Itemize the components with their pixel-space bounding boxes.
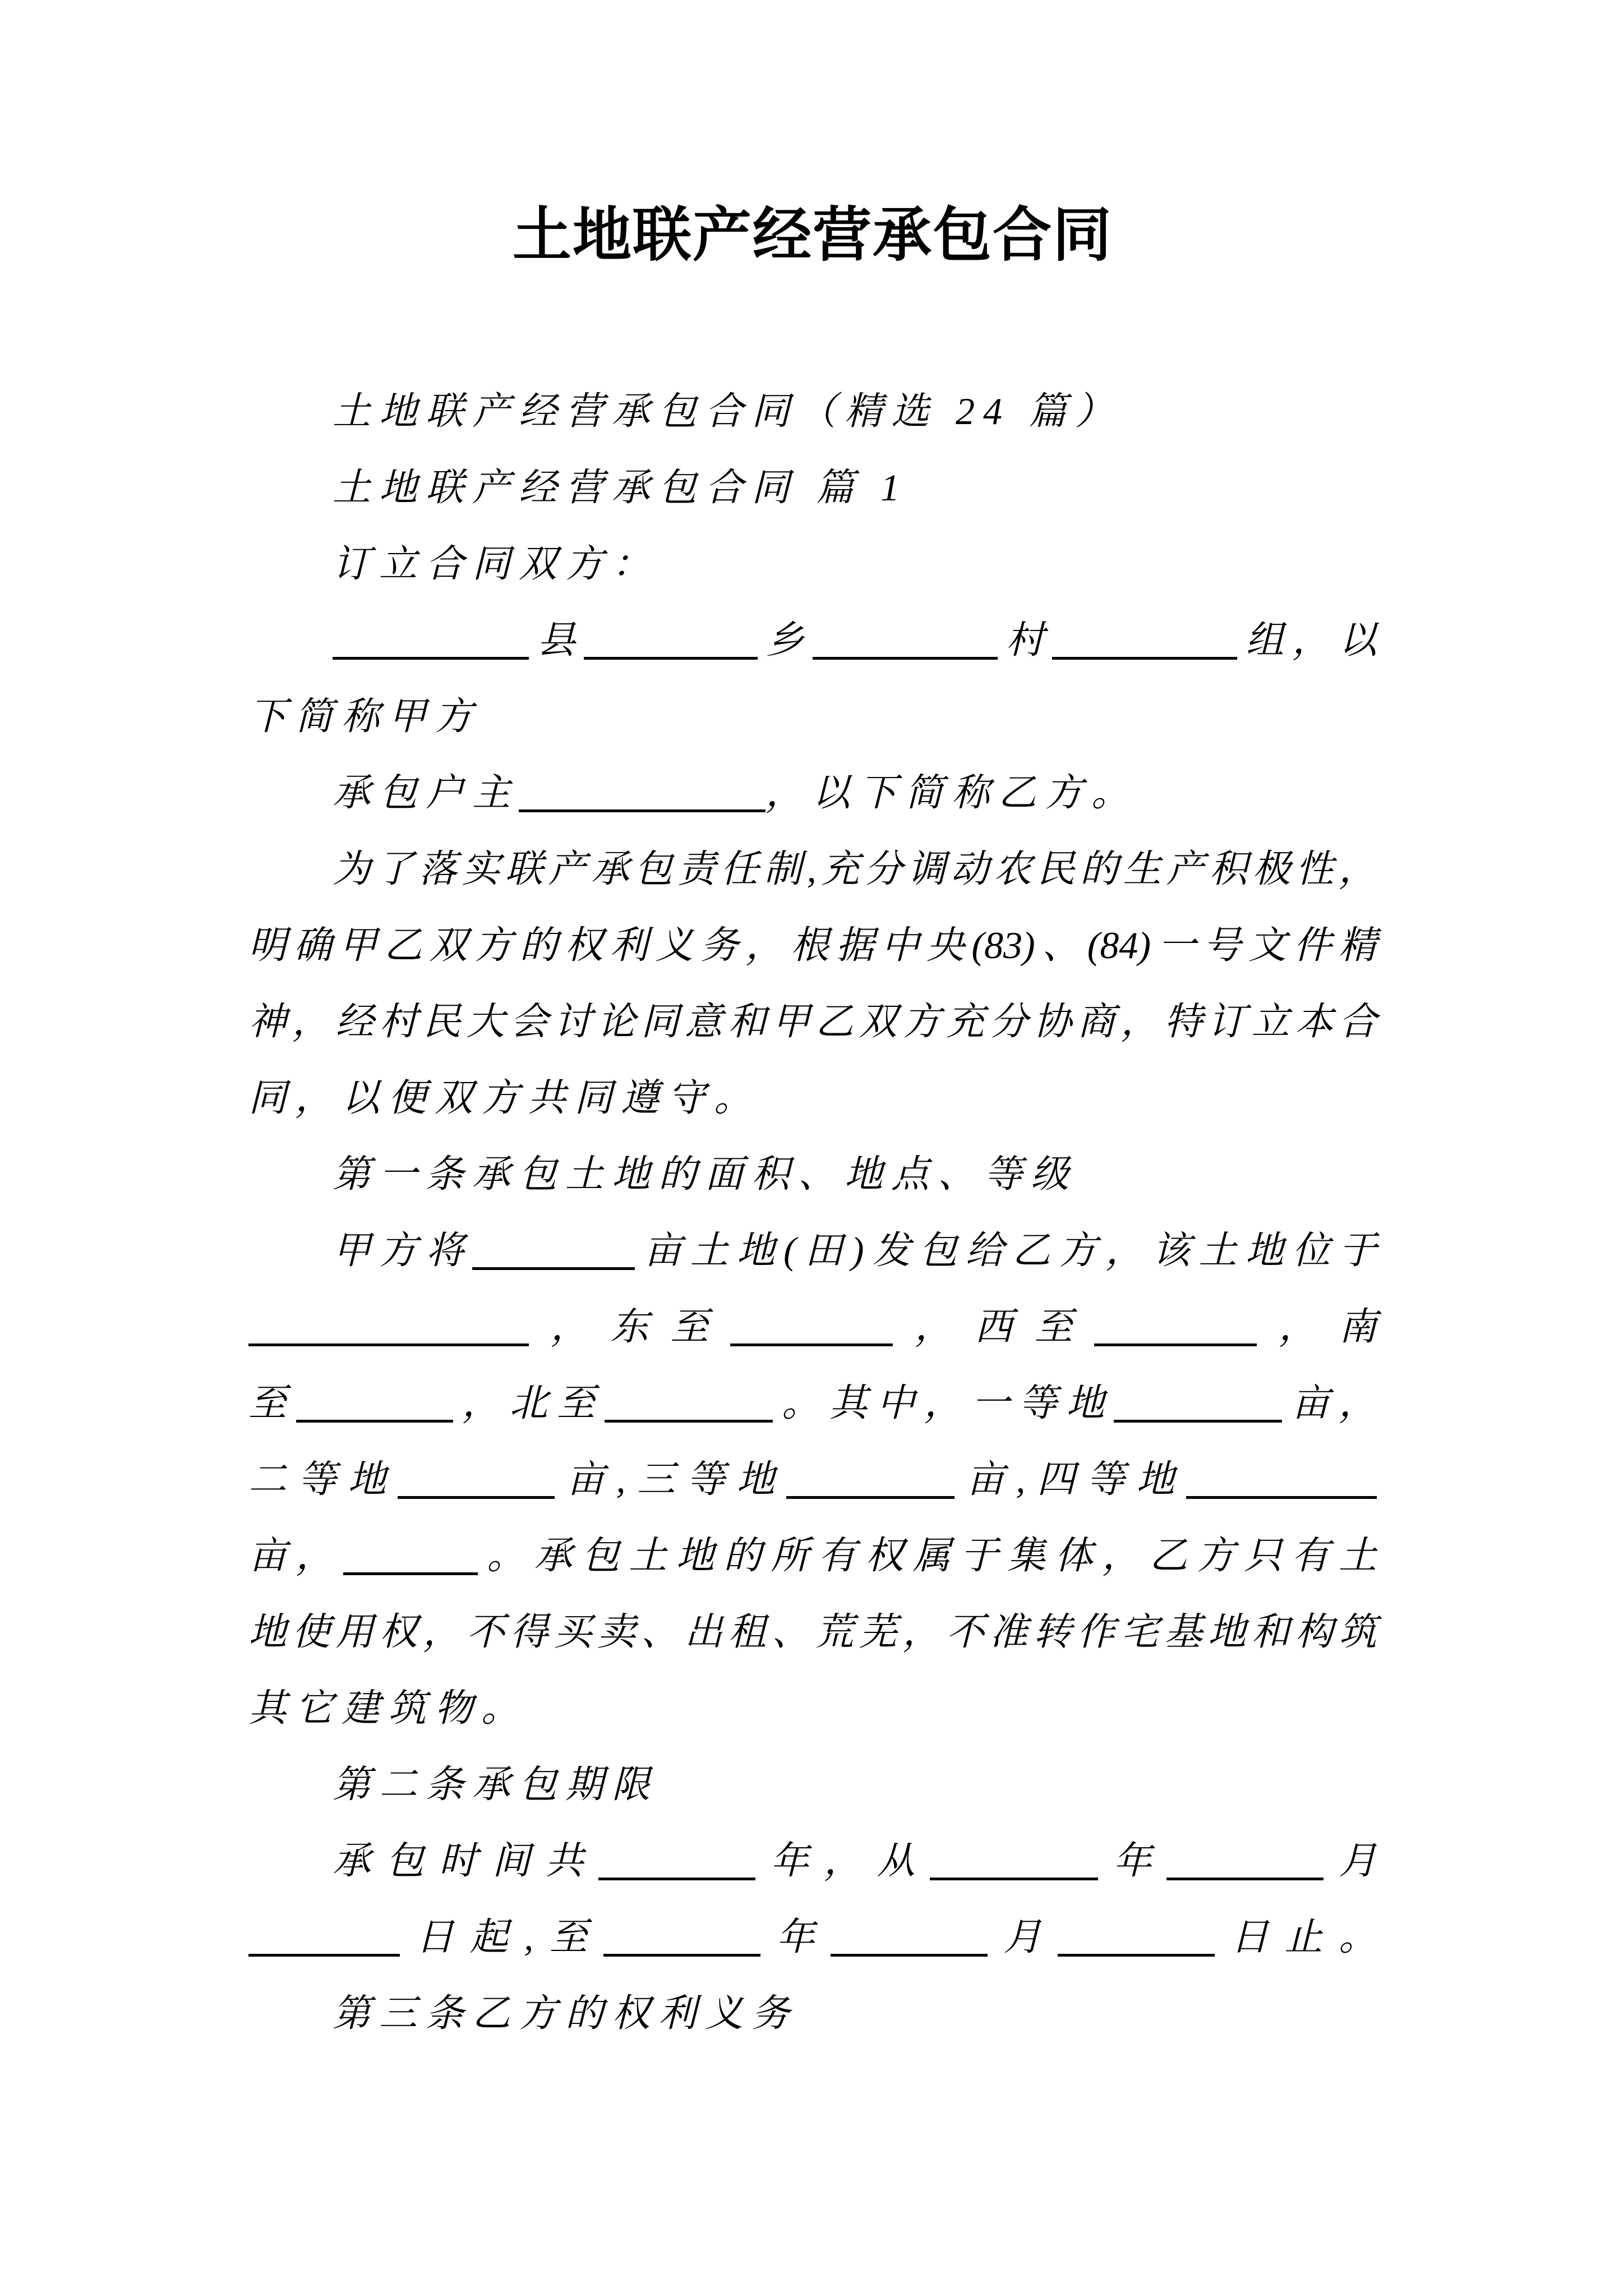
text-run: 组，以 bbox=[1237, 619, 1377, 661]
blank-underline bbox=[603, 1927, 760, 1957]
blank-underline bbox=[584, 630, 758, 660]
text-line bbox=[248, 907, 1377, 983]
text-run: 下简称甲方 bbox=[248, 695, 482, 738]
text-run: 亩土地(田)发包给乙方，该土地位于 bbox=[635, 1229, 1377, 1272]
page-title: 土地联产经营承包合同 bbox=[512, 203, 1113, 268]
text-line bbox=[248, 1746, 1377, 1823]
text-run: 其它建筑物。 bbox=[248, 1687, 528, 1729]
text-run: ，北至 bbox=[453, 1382, 605, 1424]
text-run: 二等地 bbox=[248, 1458, 398, 1501]
text-run: ，以下简称乙方。 bbox=[766, 771, 1138, 814]
text-run: 承包户主 bbox=[333, 771, 519, 814]
blank-underline bbox=[1052, 630, 1237, 660]
text-line bbox=[248, 678, 1377, 754]
text-line bbox=[248, 1136, 1377, 1212]
text-run: 日起,至 bbox=[400, 1916, 604, 1958]
blank-underline bbox=[519, 783, 766, 812]
text-line bbox=[248, 1670, 1377, 1746]
blank-underline bbox=[813, 630, 998, 660]
text-line bbox=[248, 1823, 1377, 1899]
text-run: 第二条承包期限 bbox=[333, 1763, 659, 1806]
blank-underline bbox=[248, 1927, 400, 1957]
text-run: 承包时间共 bbox=[333, 1839, 599, 1882]
text-line bbox=[248, 983, 1377, 1060]
text-line bbox=[248, 1594, 1377, 1670]
blank-underline bbox=[1094, 1317, 1257, 1346]
text-run: 同，以便双方共同遵守。 bbox=[248, 1076, 761, 1119]
text-run: 土地联产经营承包合同 篇 1 bbox=[333, 466, 909, 509]
blank-underline bbox=[831, 1927, 988, 1957]
text-run: 甲方将 bbox=[333, 1229, 473, 1272]
text-line bbox=[248, 754, 1377, 831]
text-run: 年 bbox=[1098, 1839, 1167, 1882]
text-line bbox=[248, 1441, 1377, 1517]
text-run: 至 bbox=[248, 1382, 296, 1424]
blank-underline bbox=[343, 1545, 478, 1575]
text-run: 明确甲乙双方的权利义务，根据中央(83)、(84)一号文件精 bbox=[248, 924, 1377, 967]
blank-underline bbox=[296, 1393, 453, 1423]
blank-underline bbox=[1166, 1851, 1324, 1880]
blank-underline bbox=[605, 1393, 773, 1423]
blank-underline bbox=[248, 1317, 529, 1346]
text-line bbox=[248, 1212, 1377, 1289]
blank-underline bbox=[1058, 1927, 1215, 1957]
blank-underline bbox=[598, 1851, 755, 1880]
text-run: 日止。 bbox=[1214, 1916, 1377, 1958]
text-run: ，东至 bbox=[529, 1305, 731, 1348]
text-run: 亩,三等地 bbox=[555, 1458, 786, 1501]
text-run: 亩,四等地 bbox=[954, 1458, 1186, 1501]
text-line bbox=[248, 1899, 1377, 1975]
blank-underline bbox=[398, 1469, 555, 1499]
text-line bbox=[248, 1517, 1377, 1594]
text-run: 土地联产经营承包合同（精选 24 篇） bbox=[333, 390, 1122, 432]
text-line bbox=[248, 449, 1377, 526]
blank-underline bbox=[333, 630, 529, 660]
text-run: 亩， bbox=[248, 1534, 343, 1577]
text-run: 月 bbox=[1324, 1839, 1377, 1882]
text-line bbox=[248, 1289, 1377, 1365]
blank-underline bbox=[1114, 1393, 1282, 1423]
text-run: 第三条乙方的权利义务 bbox=[333, 1992, 799, 2035]
text-line bbox=[248, 373, 1377, 449]
text-run: 为了落实联产承包责任制,充分调动农民的生产积极性， bbox=[333, 848, 1377, 890]
blank-underline bbox=[472, 1240, 635, 1270]
text-run: 神，经村民大会讨论同意和甲乙双方充分协商，特订立本合 bbox=[248, 1000, 1377, 1043]
text-run: ，南 bbox=[1257, 1305, 1377, 1348]
text-line bbox=[248, 526, 1377, 602]
text-run: 年 bbox=[760, 1916, 831, 1958]
text-line bbox=[248, 602, 1377, 678]
blank-underline bbox=[786, 1469, 955, 1499]
text-run: 订立合同双方： bbox=[333, 542, 659, 585]
document-body bbox=[248, 373, 1377, 2051]
text-run: 地使用权，不得买卖、出租、荒芜，不准转作宅基地和构筑 bbox=[248, 1611, 1377, 1653]
text-run: 亩， bbox=[1281, 1382, 1377, 1424]
text-run: 县 bbox=[529, 619, 584, 661]
text-run: 月 bbox=[987, 1916, 1058, 1958]
blank-underline bbox=[1186, 1469, 1377, 1499]
text-run: 年，从 bbox=[755, 1839, 930, 1882]
text-run: 第一条承包土地的面积、地点、等级 bbox=[333, 1153, 1078, 1195]
blank-underline bbox=[730, 1317, 893, 1346]
text-line bbox=[248, 1975, 1377, 2051]
text-line bbox=[248, 1060, 1377, 1136]
text-line bbox=[248, 1365, 1377, 1441]
text-run: ，西至 bbox=[893, 1305, 1095, 1348]
text-line bbox=[248, 831, 1377, 907]
blank-underline bbox=[930, 1851, 1098, 1880]
text-run: 村 bbox=[997, 619, 1053, 661]
text-run: 乡 bbox=[757, 619, 813, 661]
text-run: 。承包土地的所有权属于集体，乙方只有土 bbox=[477, 1534, 1377, 1577]
text-run: 。其中，一等地 bbox=[772, 1382, 1114, 1424]
